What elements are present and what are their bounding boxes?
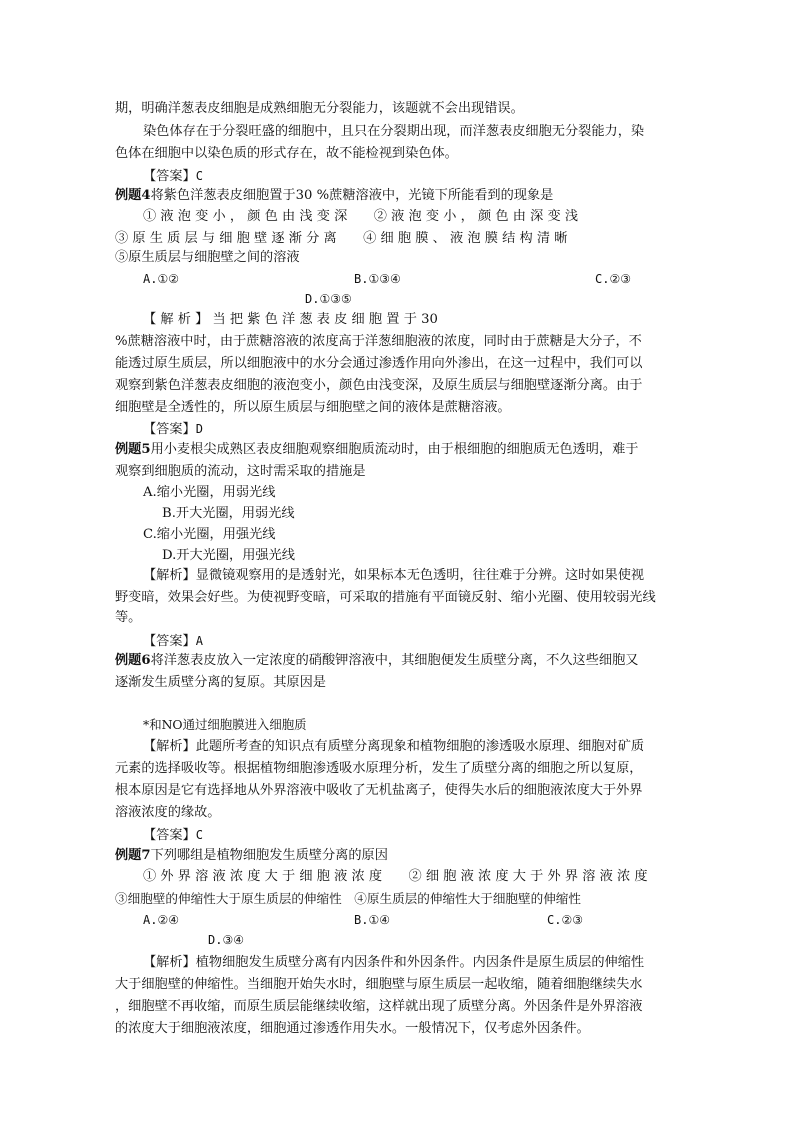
- analysis-line: 【解析】植物细胞发生质壁分离有内因条件和外因条件。内因条件是原生质层的伸缩性: [143, 955, 645, 970]
- paragraph-line: 期，明确洋葱表皮细胞是成熟细胞无分裂能力，该题就不会出现错误。: [115, 101, 524, 116]
- analysis-line: %蔗糖溶液中时，由于蔗糖溶液的浓度高于洋葱细胞液的浓度，同时由于蔗糖是大分子，不: [115, 334, 642, 349]
- analysis-line: 的浓度大于细胞液浓度，细胞通过渗透作用失水。一般情况下，仅考虑外因条件。: [115, 1021, 590, 1036]
- example-stem-text: 下列哪组是植物细胞发生质壁分离的原因: [150, 848, 388, 863]
- analysis-line: 大于细胞壁的伸缩性。当细胞开始失水时，细胞壁与原生质层一起收缩，随着细胞继续失水: [115, 977, 643, 992]
- option-line: ③细胞壁的伸缩性大于原生质层的伸缩性 ④原生质层的伸缩性大于细胞壁的伸缩性: [115, 891, 581, 906]
- analysis-line: 观察到紫色洋葱表皮细胞的液泡变小，颜色由浅变深，及原生质层与细胞壁逐渐分离。由于: [115, 378, 643, 393]
- choice-d: D.①③⑤: [305, 292, 352, 306]
- example-stem-line: 逐渐发生质壁分离的复原。其原因是: [115, 675, 326, 690]
- answer-line: [143, 824, 203, 846]
- paragraph-line: 染色体存在于分裂旺盛的细胞中，且只在分裂期出现，而洋葱表皮细胞无分裂能力，染: [143, 124, 645, 139]
- analysis-line: 溶液浓度的缘故。: [115, 805, 221, 820]
- analysis-line: 野变暗，效果会好些。为使视野变暗，可采取的措施有平面镜反射、缩小光圈、使用较弱光线: [115, 590, 656, 605]
- answer-line: [143, 630, 203, 652]
- analysis-line: 【解析】此题所考查的知识点有质壁分离现象和植物细胞的渗透吸水原理、细胞对矿质: [143, 739, 645, 754]
- choice-b: B.开大光圈，用弱光线: [162, 506, 295, 521]
- answer-value: A: [195, 634, 203, 648]
- choice-c: C.缩小光圈，用强光线: [143, 527, 276, 542]
- choice-a: A.①②: [143, 272, 179, 286]
- example-5-stem: [115, 439, 639, 461]
- analysis-line: 等。: [115, 610, 142, 625]
- choice-c: C.②③: [595, 272, 631, 286]
- choice-b: B.①④: [354, 913, 390, 927]
- answer-line: [143, 418, 203, 440]
- option-fragment: *和NO通过细胞膜进入细胞质: [143, 717, 307, 732]
- option-line: ① 液 泡 变 小 ， 颜 色 由 浅 变 深 ② 液 泡 变 小 ， 颜 色 由 深 变 浅: [143, 209, 579, 224]
- choice-d: D.③④: [208, 933, 244, 947]
- analysis-line: 能透过原生质层，所以细胞液中的水分会通过渗透作用向外渗出，在这一过程中，我们可以: [115, 356, 643, 371]
- example-stem-text: 用小麦根尖成熟区表皮细胞观察细胞质流动时，由于根细胞的细胞质无色透明，难于: [150, 442, 639, 457]
- analysis-line: 根本原因是它有选择地从外界溶液中吸收了无机盐离子，使得失水后的细胞液浓度大于外界: [115, 783, 643, 798]
- answer-value: C: [195, 828, 203, 842]
- example-stem-text: 将洋葱表皮放入一定浓度的硝酸钾溶液中，其细胞便发生质壁分离，不久这些细胞又: [150, 653, 639, 668]
- option-line: ③ 原 生 质 层 与 细 胞 壁 逐 渐 分 离 ④ 细 胞 膜 、 液 泡 膜 结 构 清 晰: [115, 231, 568, 246]
- answer-label: 【答案】: [143, 169, 196, 184]
- example-number: 例题7: [115, 848, 151, 863]
- analysis-line: 【 解 析 】 当 把 紫 色 洋 葱 表 皮 细 胞 置 于 30: [143, 312, 438, 327]
- analysis-line: 【解析】显微镜观察用的是透射光，如果标本无色透明，往往难于分辨。这时如果使视: [143, 568, 645, 583]
- answer-label: 【答案】: [143, 422, 196, 437]
- choice-b: B.①③④: [354, 272, 401, 286]
- example-7-stem: [115, 845, 388, 867]
- example-6-stem: [115, 650, 639, 672]
- choice-a: A.②④: [143, 913, 179, 927]
- analysis-line: 细胞壁是全透性的，所以原生质层与细胞壁之间的液体是蔗糖溶液。: [115, 400, 511, 415]
- example-stem-line: 观察到细胞质的流动，这时需采取的措施是: [115, 464, 366, 479]
- example-number: 例题4: [115, 188, 151, 203]
- answer-line: [143, 165, 203, 187]
- choice-c: C.②③: [547, 913, 583, 927]
- answer-value: C: [195, 169, 203, 183]
- answer-label: 【答案】: [143, 634, 196, 649]
- answer-label: 【答案】: [143, 828, 196, 843]
- choice-d: D.开大光圈，用强光线: [162, 548, 295, 563]
- example-number: 例题6: [115, 653, 151, 668]
- example-number: 例题5: [115, 442, 151, 457]
- analysis-line: ，细胞壁不再收缩，而原生质层能继续收缩，这样就出现了质壁分离。外因条件是外界溶液: [115, 999, 643, 1014]
- option-line: ⑤原生质层与细胞壁之间的溶液: [115, 250, 300, 265]
- choice-a: A.缩小光圈，用弱光线: [143, 485, 276, 500]
- option-line: ① 外 界 溶 液 浓 度 大 于 细 胞 液 浓 度 ② 细 胞 液 浓 度 大 于 外 界 溶 液 浓 度: [143, 869, 648, 884]
- answer-value: D: [195, 422, 203, 436]
- analysis-line: 元素的选择吸收等。根据植物细胞渗透吸水原理分析，发生了质壁分离的细胞之所以复原，: [115, 761, 643, 776]
- paragraph-line: 色体在细胞中以染色质的形式存在，故不能检视到染色体。: [115, 146, 458, 161]
- example-stem-text: 将紫色洋葱表皮细胞置于30 %蔗糖溶液中，光镜下所能看到的现象是: [150, 188, 554, 203]
- example-4-stem: [115, 185, 553, 207]
